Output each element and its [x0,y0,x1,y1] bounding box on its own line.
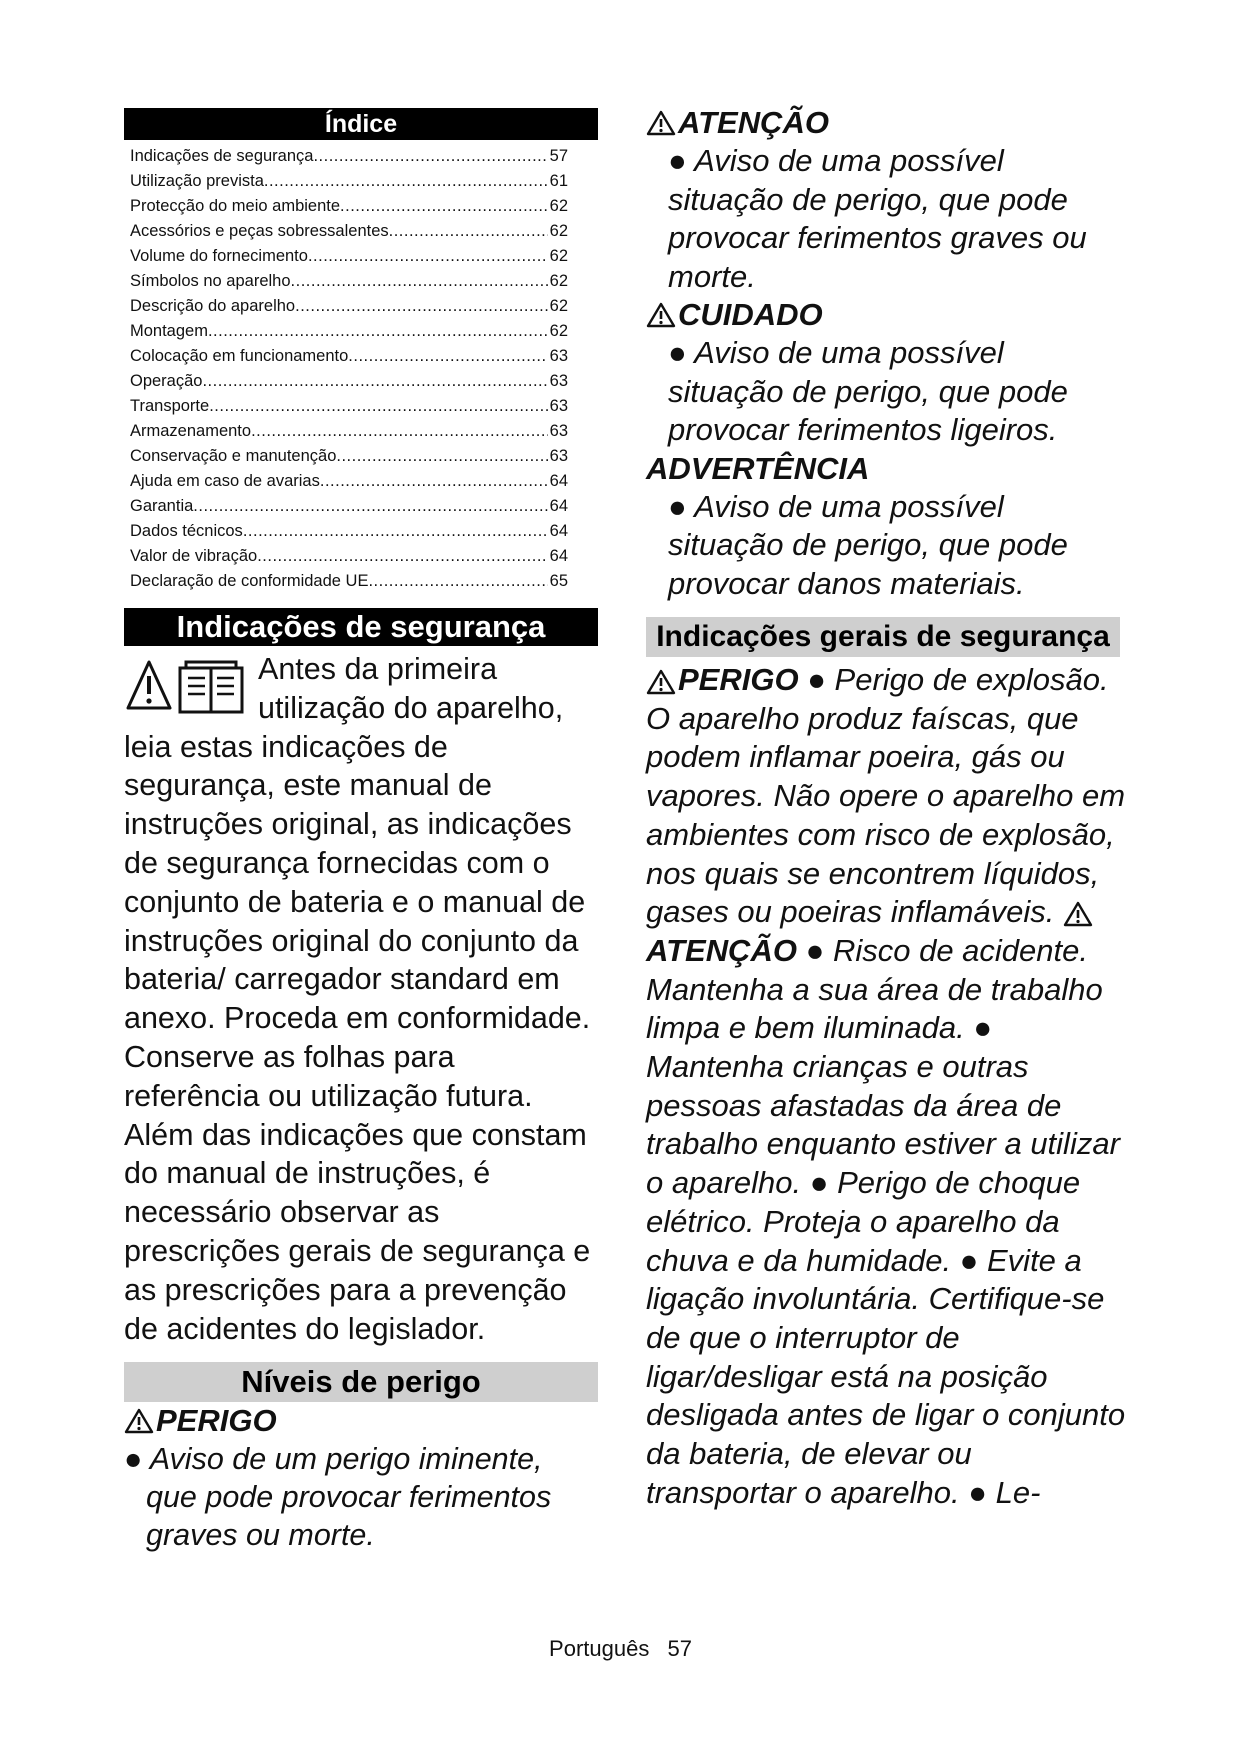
toc-leader-dots [251,419,548,444]
toc-item-label: Ajuda em caso de avarias [130,472,320,490]
toc-title: Índice [124,108,598,140]
toc-leader-dots [389,219,548,244]
warning-triangle-icon [124,1407,154,1435]
general-atencao-label: ATENÇÃO [646,932,797,968]
toc-item[interactable] [130,469,598,494]
toc-item-label: Descrição do aparelho [130,297,296,315]
toc-item-label: Declaração de conformidade UE [130,572,369,590]
toc-item-label: Acessórios e peças sobressalentes [130,222,389,240]
toc-item-page: 57 [549,147,568,165]
toc-leader-dots [208,319,548,344]
toc-item-label: Dados técnicos [130,522,243,540]
toc-item[interactable] [130,269,598,294]
toc-leader-dots [308,244,548,269]
toc-item-page: 65 [549,572,568,590]
toc-item-page: 63 [549,422,568,440]
toc-item-page: 62 [549,222,568,240]
toc-leader-dots [243,519,548,544]
toc-item[interactable] [130,444,598,469]
toc-item-page: 61 [549,172,568,190]
level-advertencia-text: ● Aviso de uma possível situação de perigo, que pode provocar danos materiais. [668,488,1068,601]
toc-item[interactable] [130,294,598,319]
toc-item[interactable] [130,319,598,344]
toc-item[interactable] [130,494,598,519]
toc-item-page: 62 [549,272,568,290]
toc-leader-dots [202,369,547,394]
left-column [124,108,598,1554]
level-cuidado-heading: CUIDADO [646,296,1126,334]
toc-leader-dots [193,494,547,519]
toc-item-page: 63 [549,347,568,365]
toc-item-page: 63 [549,372,568,390]
toc-item[interactable] [130,569,598,594]
toc-item-page: 62 [549,197,568,215]
toc-list [124,144,598,594]
level-atencao-text: ● Aviso de uma possível situação de perigo, que pode provocar ferimentos graves ou morte. [668,143,1087,294]
general-safety-title: Indicações gerais de segurança [646,617,1120,657]
toc-item-label: Colocação em funcionamento [130,347,349,365]
level-advertencia-heading: ADVERTÊNCIA [646,450,870,486]
toc-item[interactable] [130,144,598,169]
toc-item-label: Garantia [130,497,194,515]
toc-item[interactable] [130,519,598,544]
right-column [646,104,1126,1512]
level-perigo-text: ● Aviso de um perigo iminente, que pode provocar ferimentos graves ou morte. [124,1442,552,1553]
toc-item-page: 63 [549,447,568,465]
toc-item-page: 64 [549,472,568,490]
toc-item-label: Símbolos no aparelho [130,272,291,290]
toc-item-label: Valor de vibração [130,547,258,565]
safety-section-title: Indicações de segurança [124,608,598,646]
page-footer [0,1636,1241,1662]
safety-intro [124,650,598,1348]
toc-item-label: Armazenamento [130,422,252,440]
toc-item-page: 64 [549,547,568,565]
toc-item[interactable] [130,244,598,269]
toc-leader-dots [320,469,548,494]
warning-triangle-icon [1063,900,1093,928]
warning-triangle-icon [646,109,676,137]
toc-item-label: Volume do fornecimento [130,247,308,265]
general-safety-text [646,661,1126,1512]
toc-item-label: Operação [130,372,203,390]
toc-leader-dots [340,194,548,219]
toc-item-label: Transporte [130,397,210,415]
toc-item-label: Indicações de segurança [130,147,314,165]
toc-item-page: 63 [549,397,568,415]
toc-item[interactable] [130,169,598,194]
toc-item-page: 62 [549,297,568,315]
toc-item[interactable] [130,369,598,394]
toc-item-label: Utilização prevista [130,172,264,190]
toc-item[interactable] [130,419,598,444]
toc-item[interactable] [130,394,598,419]
danger-levels-title: Níveis de perigo [124,1362,598,1402]
toc-leader-dots [257,544,547,569]
level-perigo-heading: PERIGO [124,1402,598,1440]
level-cuidado-text: ● Aviso de uma possível situação de perigo, que pode provocar ferimentos ligeiros. [668,335,1068,447]
toc-item[interactable] [130,344,598,369]
warning-manual-icons [124,656,254,720]
toc-item-page: 64 [549,522,568,540]
manual-book-icon [180,662,242,712]
safety-intro-body: estas indicações de segurança, este manual de instruções original, as indicações de segurança fornecidas com o conjunto de bateria e o manual de instruções original do conjunto da bateria/ carregador standard em anexo. Proceda em conformidade. Conserve as folhas para referência ou utilização futura. [124,729,591,1113]
general-atencao-text: ● Risco de acidente. Mantenha a sua área de trabalho limpa e bem iluminada. ● Mantenha crianças e outras pessoas afastadas da área de trabalho enquanto estiver a utilizar o aparelho. ● Perigo de choque elétrico. Proteja o aparelho da chuva e da humidade. ● Evite a ligação involuntária. Certifique-se de que o interruptor de ligar/desligar está na posição desligada antes de ligar o conjunto da bateria, de elevar ou transportar o aparelho. ● Le- [646,932,1126,1510]
toc-leader-dots [313,144,547,169]
toc-leader-dots [209,394,547,419]
toc-item-label: Montagem [130,322,208,340]
toc-item[interactable] [130,194,598,219]
general-perigo-text: ● Perigo de explosão. O aparelho produz faíscas, que podem inflamar poeira, gás ou vapores. Não opere o aparelho em ambientes com risco de explosão, nos quais se encontrem líquidos, gases ou poeiras inflamáveis. [646,662,1126,930]
toc-leader-dots [368,569,547,594]
warning-triangle-icon [128,662,170,708]
level-atencao-heading: ATENÇÃO [646,104,1126,142]
toc-leader-dots [264,169,548,194]
toc-item[interactable] [130,219,598,244]
general-perigo-label: PERIGO [678,662,799,697]
toc-item-page: 64 [549,497,568,515]
warning-triangle-icon [646,301,676,329]
toc-leader-dots [291,269,548,294]
toc-leader-dots [336,444,547,469]
toc-leader-dots [348,344,547,369]
footer-language: Português [549,1636,650,1661]
warning-triangle-icon [646,668,676,696]
toc-item-label: Conservação e manutenção [130,447,337,465]
toc-item-page: 62 [549,322,568,340]
toc-item-page: 62 [549,247,568,265]
safety-intro-lead: Antes da primeira utilização do aparelho, leia [124,652,564,764]
safety-intro-more: Além das indicações que constam do manual de instruções, é necessário observar as prescrições gerais de segurança e as prescrições para a prevenção de acidentes do legislador. [124,1117,591,1346]
footer-page-number: 57 [667,1636,692,1661]
toc-item-label: Protecção do meio ambiente [130,197,341,215]
toc-leader-dots [295,294,548,319]
toc-item[interactable] [130,544,598,569]
